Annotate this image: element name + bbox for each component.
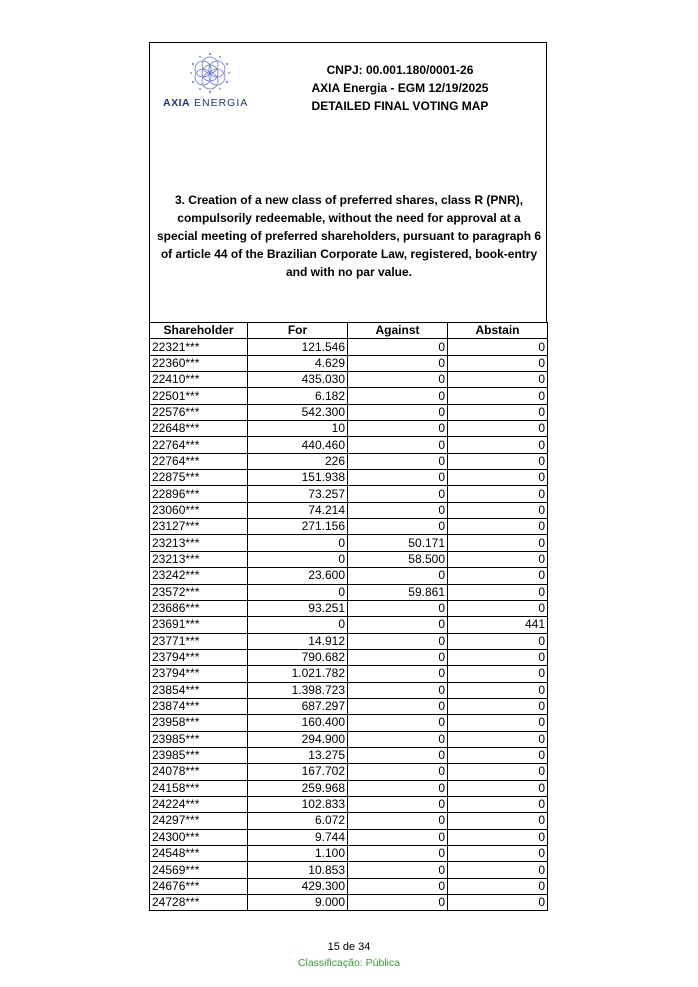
table-row [150,813,548,829]
abstain-cell: 0 [448,747,548,763]
table-row [150,519,548,535]
for-cell: 6.072 [248,813,348,829]
shareholder-cell: 23985*** [150,747,248,763]
table-row [150,829,548,845]
against-cell: 0 [348,846,448,862]
abstain-cell: 0 [448,388,548,404]
for-cell: 160.400 [248,715,348,731]
for-cell: 294.900 [248,731,348,747]
for-cell: 0 [248,617,348,633]
against-cell: 0 [348,878,448,894]
table-row [150,731,548,747]
table-body [150,339,548,911]
shareholder-cell: 22875*** [150,470,248,486]
for-cell: 13.275 [248,747,348,763]
against-cell: 0 [348,813,448,829]
for-cell: 0 [248,535,348,551]
abstain-cell: 0 [448,551,548,567]
page-number: 15 de 34 [327,941,371,953]
classification-label: Classificação: Pública [297,957,401,969]
for-cell: 440.460 [248,437,348,453]
against-cell: 0 [348,339,448,355]
table-row [150,535,548,551]
abstain-cell: 0 [448,682,548,698]
table-row [150,453,548,469]
against-cell: 0 [348,453,448,469]
table-row [150,878,548,894]
for-cell: 226 [248,453,348,469]
abstain-cell: 0 [448,600,548,616]
table-row [150,780,548,796]
abstain-cell: 0 [448,878,548,894]
abstain-cell: 0 [448,421,548,437]
logo-brand-bold: AXIA [163,97,191,109]
shareholder-cell: 23213*** [150,535,248,551]
against-cell: 0 [348,486,448,502]
shareholder-cell: 23127*** [150,519,248,535]
table-row [150,747,548,763]
shareholder-cell: 23958*** [150,715,248,731]
shareholder-cell: 23691*** [150,617,248,633]
for-cell: 1.100 [248,846,348,862]
abstain-cell: 0 [448,633,548,649]
abstain-cell: 0 [448,649,548,665]
shareholder-cell: 23794*** [150,649,248,665]
document-header [290,61,510,115]
abstain-cell: 0 [448,437,548,453]
shareholder-cell: 24676*** [150,878,248,894]
against-cell: 0 [348,682,448,698]
for-cell: 429.300 [248,878,348,894]
for-cell: 151.938 [248,470,348,486]
abstain-cell: 0 [448,372,548,388]
for-cell: 687.297 [248,698,348,714]
abstain-cell: 0 [448,895,548,911]
table-row [150,551,548,567]
table-header-row [150,323,548,339]
shareholder-cell: 23794*** [150,666,248,682]
table-row [150,355,548,371]
table-row [150,437,548,453]
abstain-cell: 0 [448,715,548,731]
abstain-cell: 0 [448,519,548,535]
for-cell: 4.629 [248,355,348,371]
abstain-cell: 0 [448,404,548,420]
table-row [150,666,548,682]
for-cell: 9.000 [248,895,348,911]
table-row [150,862,548,878]
for-cell: 23.600 [248,568,348,584]
shareholder-cell: 24158*** [150,780,248,796]
meeting-line: AXIA Energia - EGM 12/19/2025 [311,81,489,95]
against-cell: 0 [348,568,448,584]
column-header-abstain: Abstain [448,323,548,339]
against-cell: 0 [348,666,448,682]
header-box [149,42,547,322]
shareholder-cell: 22321*** [150,339,248,355]
shareholder-cell: 23874*** [150,698,248,714]
table-row [150,846,548,862]
company-logo [163,51,253,111]
for-cell: 1.021.782 [248,666,348,682]
abstain-cell: 0 [448,568,548,584]
table-row [150,600,548,616]
shareholder-cell: 24300*** [150,829,248,845]
shareholder-cell: 23771*** [150,633,248,649]
abstain-cell: 0 [448,470,548,486]
shareholder-cell: 24569*** [150,862,248,878]
against-cell: 0 [348,355,448,371]
shareholder-cell: 22501*** [150,388,248,404]
for-cell: 167.702 [248,764,348,780]
for-cell: 259.968 [248,780,348,796]
for-cell: 14.912 [248,633,348,649]
shareholder-cell: 23060*** [150,502,248,518]
logo-mark-icon [188,51,232,95]
shareholder-cell: 22576*** [150,404,248,420]
column-header-against: Against [348,323,448,339]
table-row [150,568,548,584]
cnpj: CNPJ: 00.001.180/0001-26 [326,63,474,77]
for-cell: 93.251 [248,600,348,616]
against-cell: 0 [348,747,448,763]
agenda-item: 3. Creation of a new class of preferred shares, class R (PNR), compulsorily redeemable, without the need for approval at a special meeting of preferred shareholders, pursuant to paragraph 6 of article 44 of the Brazilian Corporate Law, registered, book-entry and with no par value. [156,193,542,279]
against-cell: 59.861 [348,584,448,600]
shareholder-cell: 23686*** [150,600,248,616]
abstain-cell: 0 [448,862,548,878]
against-cell: 0 [348,519,448,535]
for-cell: 0 [248,551,348,567]
against-cell: 0 [348,649,448,665]
for-cell: 121.546 [248,339,348,355]
against-cell: 0 [348,388,448,404]
against-cell: 50.171 [348,535,448,551]
abstain-cell: 0 [448,486,548,502]
abstain-cell: 0 [448,813,548,829]
table-row [150,682,548,698]
against-cell: 0 [348,731,448,747]
against-cell: 0 [348,437,448,453]
for-cell: 73.257 [248,486,348,502]
for-cell: 0 [248,584,348,600]
for-cell: 74.214 [248,502,348,518]
shareholder-cell: 24224*** [150,796,248,812]
against-cell: 0 [348,600,448,616]
against-cell: 0 [348,633,448,649]
shareholder-cell: 23213*** [150,551,248,567]
logo-wordmark [163,97,263,109]
abstain-cell: 0 [448,829,548,845]
shareholder-cell: 22648*** [150,421,248,437]
shareholder-cell: 23242*** [150,568,248,584]
for-cell: 790.682 [248,649,348,665]
against-cell: 0 [348,372,448,388]
shareholder-cell: 24548*** [150,846,248,862]
abstain-cell: 0 [448,666,548,682]
against-cell: 0 [348,780,448,796]
shareholder-cell: 24297*** [150,813,248,829]
for-cell: 271.156 [248,519,348,535]
abstain-cell: 0 [448,453,548,469]
shareholder-cell: 22360*** [150,355,248,371]
against-cell: 0 [348,421,448,437]
against-cell: 58.500 [348,551,448,567]
column-header-for: For [248,323,348,339]
abstain-cell: 441 [448,617,548,633]
abstain-cell: 0 [448,846,548,862]
table-row [150,486,548,502]
document-title: DETAILED FINAL VOTING MAP [311,99,489,113]
abstain-cell: 0 [448,780,548,796]
table-row [150,470,548,486]
table-row [150,649,548,665]
voting-table [149,322,548,911]
shareholder-cell: 23985*** [150,731,248,747]
table-row [150,404,548,420]
table-row [150,895,548,911]
against-cell: 0 [348,829,448,845]
table-row [150,633,548,649]
abstain-cell: 0 [448,584,548,600]
table-row [150,796,548,812]
abstain-cell: 0 [448,796,548,812]
for-cell: 1.398.723 [248,682,348,698]
against-cell: 0 [348,895,448,911]
for-cell: 435.030 [248,372,348,388]
logo-brand-rest: ENERGIA [190,97,249,109]
table-row [150,421,548,437]
for-cell: 102.833 [248,796,348,812]
abstain-cell: 0 [448,698,548,714]
shareholder-cell: 22896*** [150,486,248,502]
table-row [150,617,548,633]
shareholder-cell: 23854*** [150,682,248,698]
shareholder-cell: 23572*** [150,584,248,600]
for-cell: 542.300 [248,404,348,420]
shareholder-cell: 22764*** [150,453,248,469]
abstain-cell: 0 [448,731,548,747]
abstain-cell: 0 [448,339,548,355]
shareholder-cell: 24728*** [150,895,248,911]
for-cell: 10 [248,421,348,437]
column-header-shareholder: Shareholder [150,323,248,339]
abstain-cell: 0 [448,535,548,551]
against-cell: 0 [348,617,448,633]
against-cell: 0 [348,404,448,420]
against-cell: 0 [348,862,448,878]
shareholder-cell: 22764*** [150,437,248,453]
table-row [150,502,548,518]
table-row [150,584,548,600]
for-cell: 9.744 [248,829,348,845]
against-cell: 0 [348,502,448,518]
table-row [150,698,548,714]
table-row [150,339,548,355]
against-cell: 0 [348,715,448,731]
for-cell: 6.182 [248,388,348,404]
table-row [150,372,548,388]
table-row [150,715,548,731]
abstain-cell: 0 [448,355,548,371]
table-row [150,764,548,780]
against-cell: 0 [348,796,448,812]
for-cell: 10.853 [248,862,348,878]
against-cell: 0 [348,470,448,486]
against-cell: 0 [348,698,448,714]
against-cell: 0 [348,764,448,780]
abstain-cell: 0 [448,764,548,780]
shareholder-cell: 24078*** [150,764,248,780]
table-row [150,388,548,404]
shareholder-cell: 22410*** [150,372,248,388]
abstain-cell: 0 [448,502,548,518]
